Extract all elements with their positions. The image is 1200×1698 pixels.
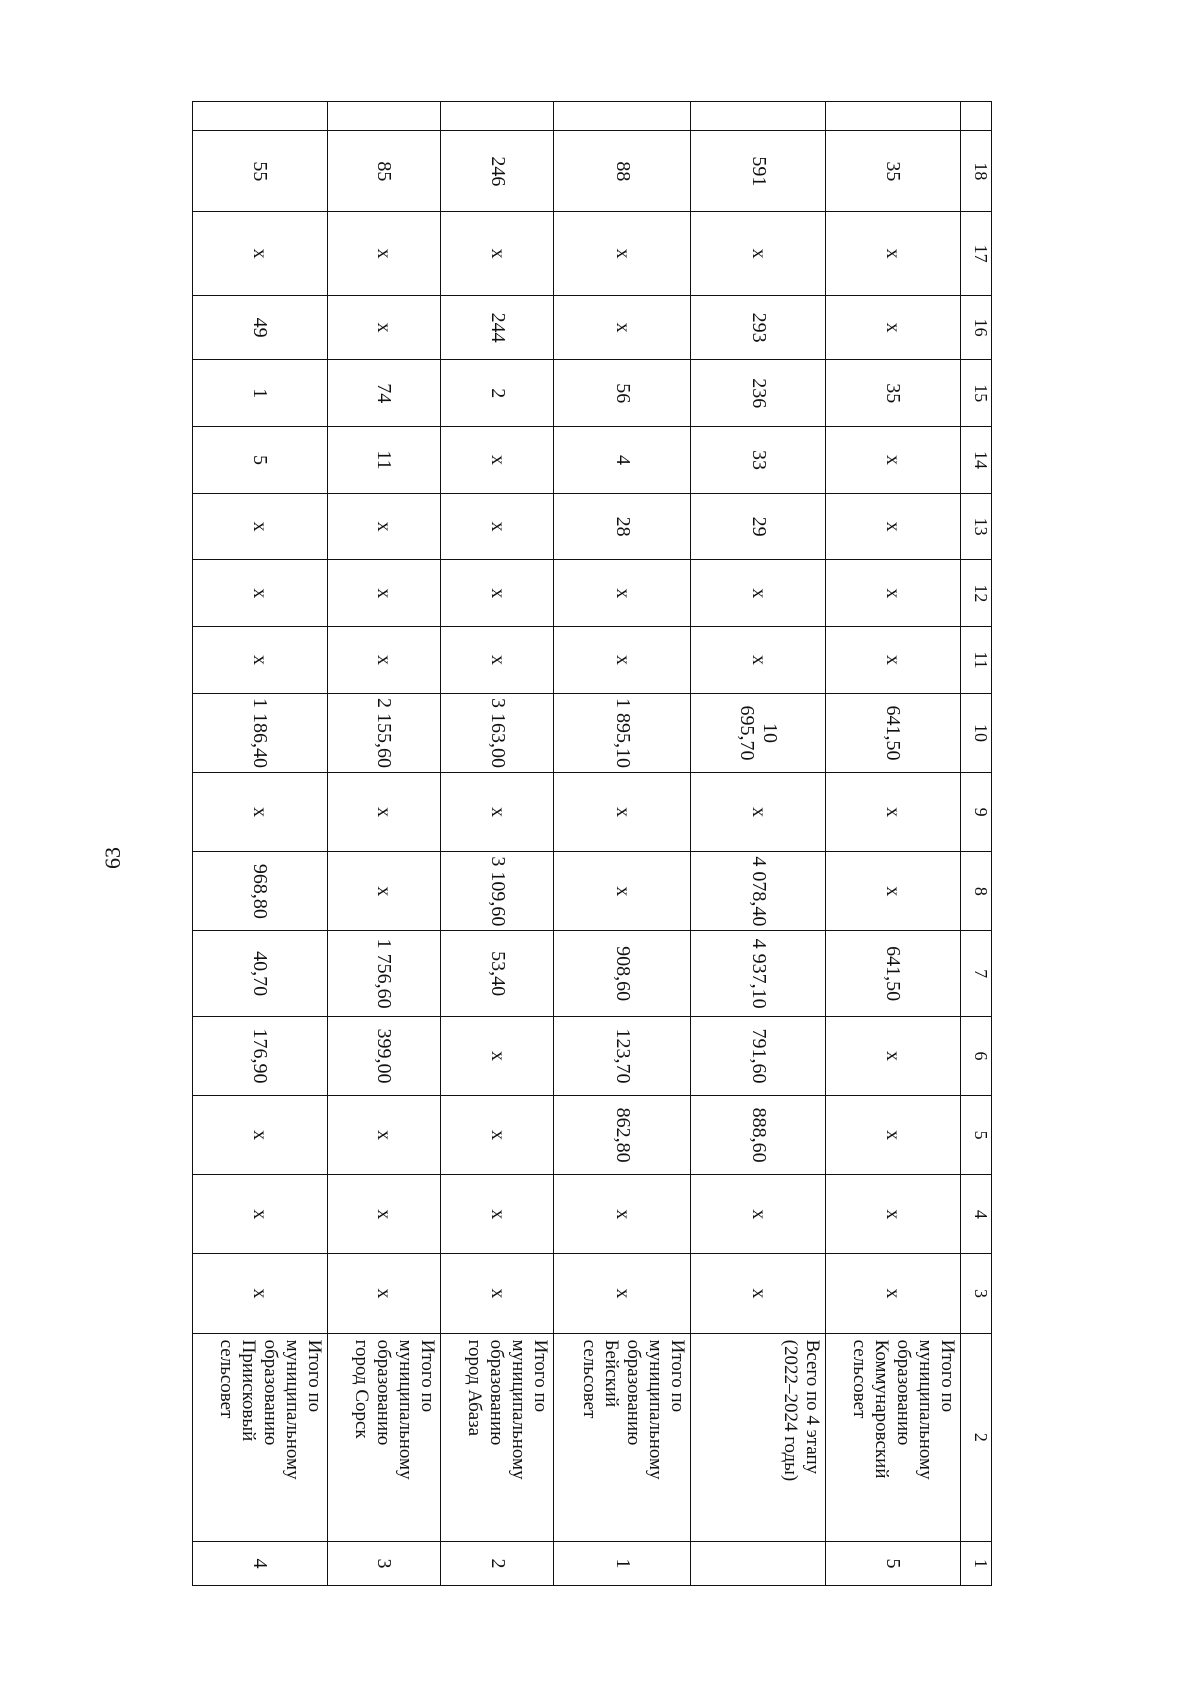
- value-cell: 862,80: [554, 1096, 691, 1175]
- value-cell: 3 163,00: [441, 693, 554, 772]
- column-number: 4: [960, 1175, 991, 1254]
- row-label-cell: [691, 1333, 826, 1541]
- value-cell: x: [825, 627, 960, 694]
- column-number: 8: [960, 852, 991, 931]
- value-cell: 1 895,10: [554, 693, 691, 772]
- column-number: 17: [960, 212, 991, 295]
- value-cell: 246: [441, 131, 554, 212]
- value-cell: 1: [193, 360, 328, 427]
- value-cell: 53,40: [441, 931, 554, 1016]
- value-cell: x: [825, 560, 960, 627]
- value-cell: x: [691, 1254, 826, 1333]
- value-cell: x: [327, 295, 440, 360]
- column-number: 9: [960, 773, 991, 852]
- row-label-cell: [327, 1333, 440, 1541]
- table-row: [327, 102, 440, 1586]
- column-number: 16: [960, 295, 991, 360]
- value-cell: x: [441, 1254, 554, 1333]
- value-cell: 2: [441, 360, 554, 427]
- value-cell: 244: [441, 295, 554, 360]
- column-number: 12: [960, 560, 991, 627]
- value-cell: 176,90: [193, 1016, 328, 1095]
- value-cell: x: [193, 493, 328, 560]
- column-number: 13: [960, 493, 991, 560]
- value-cell: x: [193, 1096, 328, 1175]
- row-lead-cell: [441, 102, 554, 131]
- value-cell: x: [441, 493, 554, 560]
- value-cell: 908,60: [554, 931, 691, 1016]
- column-number: 11: [960, 627, 991, 694]
- row-label-line: Коммунаровский: [870, 1339, 892, 1479]
- value-cell: 28: [554, 493, 691, 560]
- value-cell: 33: [691, 427, 826, 494]
- value-cell: 2 155,60: [327, 693, 440, 772]
- value-cell: x: [825, 852, 960, 931]
- value-cell: x: [441, 627, 554, 694]
- value-cell: x: [441, 560, 554, 627]
- table-row: [691, 102, 826, 1586]
- value-cell: x: [327, 1254, 440, 1333]
- row-label-line: образованию: [373, 1339, 395, 1446]
- row-lead-cell: [327, 102, 440, 131]
- value-cell: x: [327, 852, 440, 931]
- row-number-cell: 2: [441, 1542, 554, 1586]
- value-cell: 29: [691, 493, 826, 560]
- value-cell: 641,50: [825, 931, 960, 1016]
- row-number-cell: 4: [193, 1542, 328, 1586]
- value-cell: 5: [193, 427, 328, 494]
- row-label-line: муниципальному: [508, 1339, 530, 1480]
- row-label-line: Всего по 4 этапу: [801, 1339, 823, 1475]
- value-cell: x: [441, 773, 554, 852]
- row-number-cell: [691, 1542, 826, 1586]
- value-cell: 55: [193, 131, 328, 212]
- row-label-line: Итого по: [303, 1339, 325, 1413]
- value-cell: x: [327, 560, 440, 627]
- row-label-line: муниципальному: [281, 1339, 303, 1480]
- value-cell: 4: [554, 427, 691, 494]
- value-cell: x: [327, 1096, 440, 1175]
- row-lead-cell: [554, 102, 691, 131]
- row-label-line: сельсовет: [848, 1339, 870, 1419]
- column-number: 5: [960, 1096, 991, 1175]
- value-cell: 293: [691, 295, 826, 360]
- value-cell: x: [327, 627, 440, 694]
- value-cell: 35: [825, 360, 960, 427]
- value-cell: 3 109,60: [441, 852, 554, 931]
- value-cell: x: [825, 427, 960, 494]
- row-label-line: муниципальному: [914, 1339, 936, 1480]
- value-cell: x: [327, 773, 440, 852]
- data-table: [192, 101, 992, 1586]
- value-cell: x: [193, 1254, 328, 1333]
- row-label-line: город Сорск: [351, 1339, 373, 1439]
- value-cell: 85: [327, 131, 440, 212]
- value-cell: x: [441, 1096, 554, 1175]
- column-number-row: [960, 102, 991, 1586]
- column-number: 18: [960, 131, 991, 212]
- value-cell: x: [825, 1016, 960, 1095]
- table-row: [441, 102, 554, 1586]
- value-cell: x: [554, 773, 691, 852]
- row-number-cell: 5: [825, 1542, 960, 1586]
- table-row: [193, 102, 328, 1586]
- value-cell: 74: [327, 360, 440, 427]
- value-cell: 791,60: [691, 1016, 826, 1095]
- row-label-line: Бейский: [601, 1339, 623, 1408]
- value-cell: x: [825, 1254, 960, 1333]
- value-cell: x: [691, 773, 826, 852]
- row-label-line: Приисковый: [237, 1339, 259, 1442]
- value-cell: x: [825, 295, 960, 360]
- value-cell: x: [554, 560, 691, 627]
- value-cell: 123,70: [554, 1016, 691, 1095]
- page-number: 63: [100, 847, 125, 869]
- row-label-cell: [554, 1333, 691, 1541]
- value-cell: x: [554, 627, 691, 694]
- value-cell: x: [825, 1175, 960, 1254]
- value-cell: 888,60: [691, 1096, 826, 1175]
- row-label-line: (2022–2024 годы): [779, 1339, 801, 1482]
- value-cell: x: [554, 852, 691, 931]
- row-label-line: Итого по: [667, 1339, 689, 1413]
- value-cell: 968,80: [193, 852, 328, 931]
- row-label-line: город Абаза: [464, 1339, 486, 1437]
- value-cell: x: [825, 212, 960, 295]
- row-label-line: муниципальному: [645, 1339, 667, 1480]
- value-cell: x: [554, 1175, 691, 1254]
- row-label-line: сельсовет: [215, 1339, 237, 1419]
- value-cell: 11: [327, 427, 440, 494]
- row-label-line: Итого по: [936, 1339, 958, 1413]
- value-cell: x: [691, 627, 826, 694]
- value-cell: 56: [554, 360, 691, 427]
- value-cell: x: [441, 1016, 554, 1095]
- value-cell: x: [441, 427, 554, 494]
- value-cell: 4 937,10: [691, 931, 826, 1016]
- row-label-cell: [825, 1333, 960, 1541]
- column-number: 6: [960, 1016, 991, 1095]
- value-cell: x: [691, 212, 826, 295]
- row-label-line: образованию: [486, 1339, 508, 1446]
- value-cell: 399,00: [327, 1016, 440, 1095]
- value-cell: 49: [193, 295, 328, 360]
- value-cell: x: [193, 627, 328, 694]
- value-cell: x: [193, 212, 328, 295]
- value-cell: x: [327, 493, 440, 560]
- value-cell: x: [825, 493, 960, 560]
- row-label-line: Итого по: [417, 1339, 439, 1413]
- value-cell: 35: [825, 131, 960, 212]
- table-row: [825, 102, 960, 1586]
- column-number: 7: [960, 931, 991, 1016]
- value-cell: 641,50: [825, 693, 960, 772]
- value-cell: x: [691, 1175, 826, 1254]
- value-cell: 236: [691, 360, 826, 427]
- value-cell: x: [327, 212, 440, 295]
- value-cell: 591: [691, 131, 826, 212]
- value-cell: 1 756,60: [327, 931, 440, 1016]
- value-cell: x: [825, 1096, 960, 1175]
- row-label-line: образованию: [623, 1339, 645, 1446]
- row-label-line: Итого по: [530, 1339, 552, 1413]
- table-row: [554, 102, 691, 1586]
- column-number: 3: [960, 1254, 991, 1333]
- value-cell: x: [691, 560, 826, 627]
- column-number: 1: [960, 1542, 991, 1586]
- value-cell: 4 078,40: [691, 852, 826, 931]
- column-number: 15: [960, 360, 991, 427]
- column-number: 2: [960, 1333, 991, 1541]
- row-label-cell: [193, 1333, 328, 1541]
- value-cell: 10 695,70: [691, 693, 826, 772]
- value-cell: x: [554, 212, 691, 295]
- value-cell: x: [554, 295, 691, 360]
- column-number: 14: [960, 427, 991, 494]
- value-cell: x: [441, 212, 554, 295]
- rotated-table-container: [192, 101, 992, 1586]
- row-label-cell: [441, 1333, 554, 1541]
- table-body: [193, 102, 992, 1586]
- value-cell: 40,70: [193, 931, 328, 1016]
- value-cell: x: [327, 1175, 440, 1254]
- header-corner: [960, 102, 991, 131]
- value-cell: 88: [554, 131, 691, 212]
- row-label-line: образованию: [259, 1339, 281, 1446]
- value-cell: x: [193, 1175, 328, 1254]
- value-cell: x: [825, 773, 960, 852]
- row-number-cell: 1: [554, 1542, 691, 1586]
- row-lead-cell: [825, 102, 960, 131]
- value-cell: x: [193, 560, 328, 627]
- value-cell: x: [554, 1254, 691, 1333]
- row-number-cell: 3: [327, 1542, 440, 1586]
- row-label-line: муниципальному: [395, 1339, 417, 1480]
- value-cell: x: [441, 1175, 554, 1254]
- column-number: 10: [960, 693, 991, 772]
- row-lead-cell: [691, 102, 826, 131]
- value-cell: x: [193, 773, 328, 852]
- value-cell: 1 186,40: [193, 693, 328, 772]
- row-lead-cell: [193, 102, 328, 131]
- row-label-line: образованию: [892, 1339, 914, 1446]
- row-label-line: сельсовет: [579, 1339, 601, 1419]
